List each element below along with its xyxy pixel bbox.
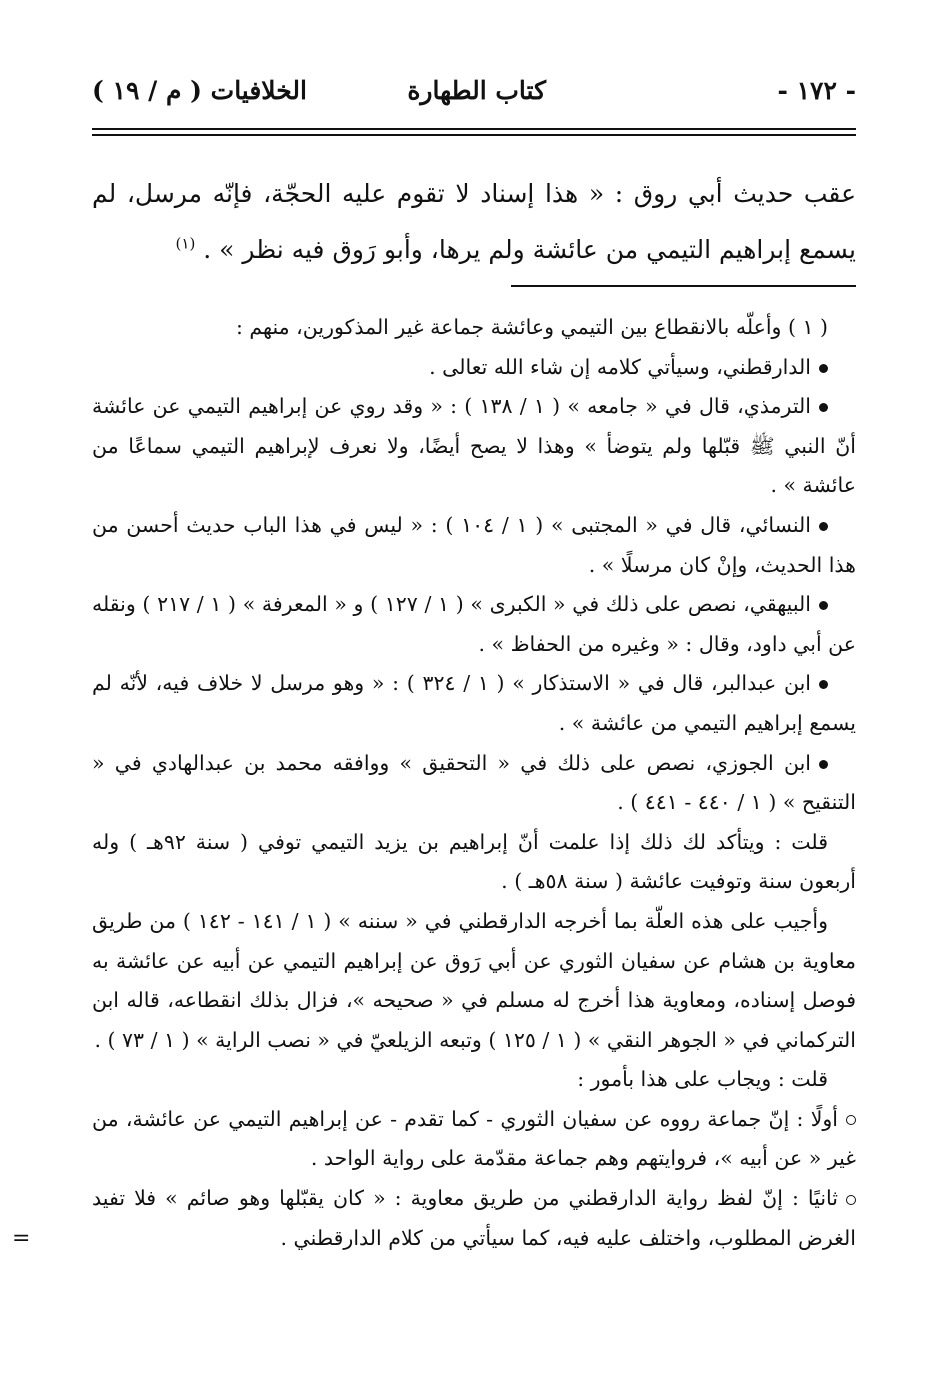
footnote-item-text: ابن عبدالبر، قال في « الاستذكار » ( ١ / ٣٢٤ ) : « وهو مرسل لا خلاف فيه، لأنّه لم يسمع إبراهيم التيمي من عائشة » . <box>92 671 856 735</box>
footnote-intro: ( ١ ) وأعلّه بالانقطاع بين التيمي وعائشة جماعة غير المذكورين، منهم : <box>235 315 828 339</box>
book-title: كتاب الطهارة <box>407 76 546 105</box>
footnote-item-text: النسائي، قال في « المجتبى » ( ١ / ١٠٤ ) : « ليس في هذا الباب حديث أحسن من هذا الحديث، وإنْ كان مرسلًا » . <box>92 512 856 577</box>
answer-paragraph: وأجيب على هذه العلّة بما أخرجه الدارقطني في « سننه » ( ١ / ١٤١ - ١٤٢ ) من طريق معاوية بن هشام عن سفيان الثوري عن أبي رَوق عن إبراهيم التيمي عن أبيه عن عائشة به فوصل إسناده، ومعاوية هذا أخرج له مسلم في « صحيحه »، فزال بذلك انقطاعه، قاله ابن التركماني في « الجوهر النقي » ( ١ / ١٢٥ ) وتبعه الزيلعيّ في « نصب الراية » ( ١ / ٧٣ ) . <box>92 908 856 1052</box>
footnote-reference: (١) <box>175 234 196 253</box>
header-rule <box>92 128 856 136</box>
footnote-item <box>92 744 856 823</box>
point-item-text: ثانيًا : إنّ لفظ رواية الدارقطني من طريق معاوية : « كان يقبّلها وهو صائم » فلا تفيد الغرض المطلوب، واختلف عليه فيه، كما سيأتي من كلام الدارقطني . <box>92 1186 856 1250</box>
page-number: - ١٧٢ - <box>777 76 856 105</box>
bullet-icon <box>819 403 828 412</box>
bullet-icon <box>819 760 828 769</box>
footnotes <box>92 308 856 1258</box>
qult-paragraph: قلت : ويجاب على هذا بأمور : <box>577 1067 828 1092</box>
main-paragraph <box>92 166 856 278</box>
bullet-icon <box>819 601 828 610</box>
circle-bullet-icon <box>846 1195 856 1205</box>
section-label: الخلافيات ( م / ١٩ ) <box>92 76 307 105</box>
point-item <box>92 1179 856 1258</box>
footnote-rule <box>511 285 856 287</box>
page <box>92 70 856 1250</box>
footnote-item-text: الدارقطني، وسيأتي كلامه إن شاء الله تعالى . <box>429 354 811 379</box>
circle-bullet-icon <box>846 1115 856 1125</box>
footnote-item <box>92 664 856 743</box>
point-item <box>92 1100 856 1179</box>
footnote-item-text: الترمذي، قال في « جامعه » ( ١ / ١٣٨ ) : « وقد روي عن إبراهيم التيمي عن عائشة أنّ النبي ﷺ قبّلها ولم يتوضأ » وهذا لا يصح أيضًا، ولا نعرف لإبراهيم التيمي سماعًا من عائشة » . <box>92 394 856 498</box>
footnote-item-text: ابن الجوزي، نصص على ذلك في « التحقيق » ووافقه محمد بن عبدالهادي في « التنقيح » ( ١ / ٤٤٠ - ٤٤١ ) . <box>92 750 856 815</box>
qult-paragraph: قلت : ويتأكد لك ذلك إذا علمت أنّ إبراهيم بن يزيد التيمي توفي ( سنة ٩٢هـ ) وله أربعون سنة وتوفيت عائشة ( سنة ٥٨هـ ) . <box>92 829 856 894</box>
bullet-icon <box>819 522 828 531</box>
footnote-item <box>92 506 856 585</box>
footnote-item-text: البيهقي، نصص على ذلك في « الكبرى » ( ١ / ١٢٧ ) و « المعرفة » ( ١ / ٢١٧ ) ونقله عن أبي داود، وقال : « وغيره من الحفاظ » . <box>92 592 856 656</box>
footnote-item <box>92 585 856 664</box>
main-paragraph-text: عقب حديث أبي روق : « هذا إسناد لا تقوم عليه الحجّة، فإنّه مرسل، لم يسمع إبراهيم التيمي من عائشة ولم يرها، وأبو رَوق فيه نظر » . <box>92 179 856 264</box>
footnote-item <box>92 348 856 388</box>
running-header <box>92 70 856 116</box>
continuation-mark: = <box>12 1226 31 1251</box>
point-item-text: أولًا : إنّ جماعة رووه عن سفيان الثوري - كما تقدم - عن إبراهيم التيمي عن عائشة، من غير « عن أبيه »، فروايتهم وهم جماعة مقدّمة على رواية الواحد . <box>92 1106 856 1171</box>
bullet-icon <box>819 364 828 373</box>
bullet-icon <box>819 680 828 689</box>
footnote-item <box>92 387 856 506</box>
main-text <box>92 166 856 278</box>
